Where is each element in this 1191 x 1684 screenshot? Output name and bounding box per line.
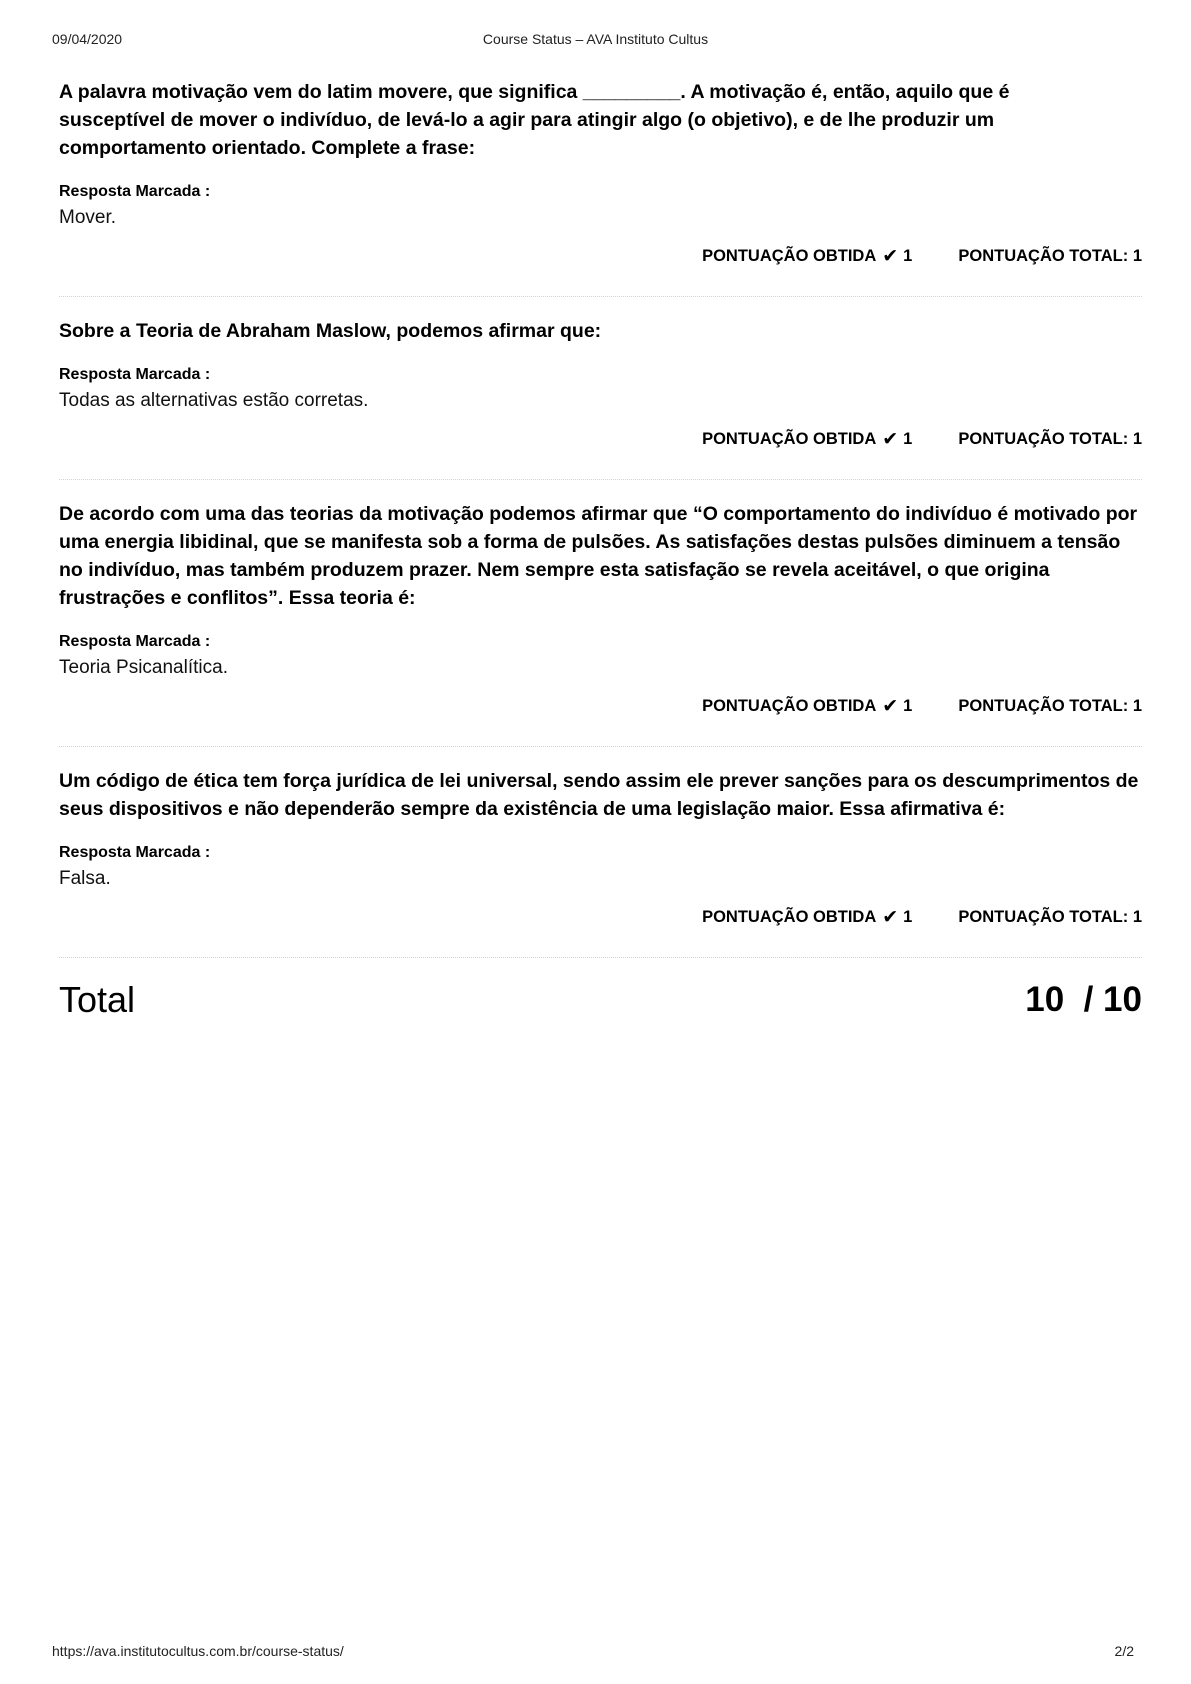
score-total: PONTUAÇÃO TOTAL: 1	[958, 907, 1142, 926]
score-total: PONTUAÇÃO TOTAL: 1	[958, 246, 1142, 265]
question-block	[59, 317, 1142, 480]
answer-label: Resposta Marcada :	[59, 183, 211, 200]
score-total: PONTUAÇÃO TOTAL: 1	[958, 696, 1142, 715]
score-obtained-label: PONTUAÇÃO OBTIDA	[702, 696, 877, 715]
selected-answer: Teoria Psicanalítica.	[59, 657, 228, 678]
total-row	[59, 978, 1142, 1022]
selected-answer: Mover.	[59, 207, 117, 228]
check-icon: ✔	[882, 428, 899, 450]
score-obtained-value: 1	[903, 696, 913, 715]
answer-label: Resposta Marcada :	[59, 366, 211, 383]
selected-answer: Todas as alternativas estão corretas.	[59, 390, 369, 411]
score-obtained	[702, 247, 912, 266]
check-icon: ✔	[882, 695, 899, 717]
score-row	[59, 427, 1142, 451]
question-text: A palavra motivação vem do latim movere, que significa _________. A motivação é, então, aquilo que é susceptível de mover o indivíduo, de levá-lo a agir para atingir algo (o objetivo), e de lhe produzir um comportamento orientado. Complete a frase:	[59, 81, 1010, 159]
print-date: 09/04/2020	[52, 31, 123, 47]
total-label: Total	[59, 979, 136, 1020]
question-text: De acordo com uma das teorias da motivação podemos afirmar que “O comportamento do indivíduo é motivado por uma energia libidinal, que se manifesta sob a forma de pulsões. As satisfações destas pulsões diminuem a tensão no indivíduo, mas também produzem prazer. Nem sempre esta satisfação se revela aceitável, o que origina frustrações e conflitos”. Essa teoria é:	[59, 503, 1138, 609]
total-score: 10 / 10	[1025, 980, 1142, 1019]
check-icon: ✔	[882, 906, 899, 928]
score-row	[59, 244, 1142, 268]
answer-label: Resposta Marcada :	[59, 633, 211, 650]
score-obtained-label: PONTUAÇÃO OBTIDA	[702, 429, 877, 448]
score-obtained	[702, 908, 912, 927]
course-status-results	[59, 78, 1142, 1022]
score-row	[59, 905, 1142, 929]
score-obtained-label: PONTUAÇÃO OBTIDA	[702, 907, 877, 926]
print-page-number: 2/2	[1114, 1643, 1134, 1659]
score-obtained-value: 1	[903, 429, 913, 448]
score-obtained-label: PONTUAÇÃO OBTIDA	[702, 246, 877, 265]
score-obtained-value: 1	[903, 246, 913, 265]
print-url: https://ava.institutocultus.com.br/course-status/	[52, 1643, 344, 1659]
question-block	[59, 500, 1142, 747]
score-obtained	[702, 697, 912, 716]
answer-label: Resposta Marcada :	[59, 844, 211, 861]
print-page-title: Course Status – AVA Instituto Cultus	[482, 31, 709, 47]
question-block	[59, 767, 1142, 958]
score-obtained-value: 1	[903, 907, 913, 926]
score-total: PONTUAÇÃO TOTAL: 1	[958, 429, 1142, 448]
score-obtained	[702, 430, 912, 449]
question-text: Um código de ética tem força jurídica de lei universal, sendo assim ele prever sanções para os descumprimentos de seus dispositivos e não dependerão sempre da existência de uma legislação maior. Essa afirmativa é:	[59, 770, 1139, 820]
question-block	[59, 78, 1142, 297]
check-icon: ✔	[882, 245, 899, 267]
selected-answer: Falsa.	[59, 868, 111, 889]
question-text: Sobre a Teoria de Abraham Maslow, podemos afirmar que:	[59, 320, 602, 342]
score-row	[59, 694, 1142, 718]
